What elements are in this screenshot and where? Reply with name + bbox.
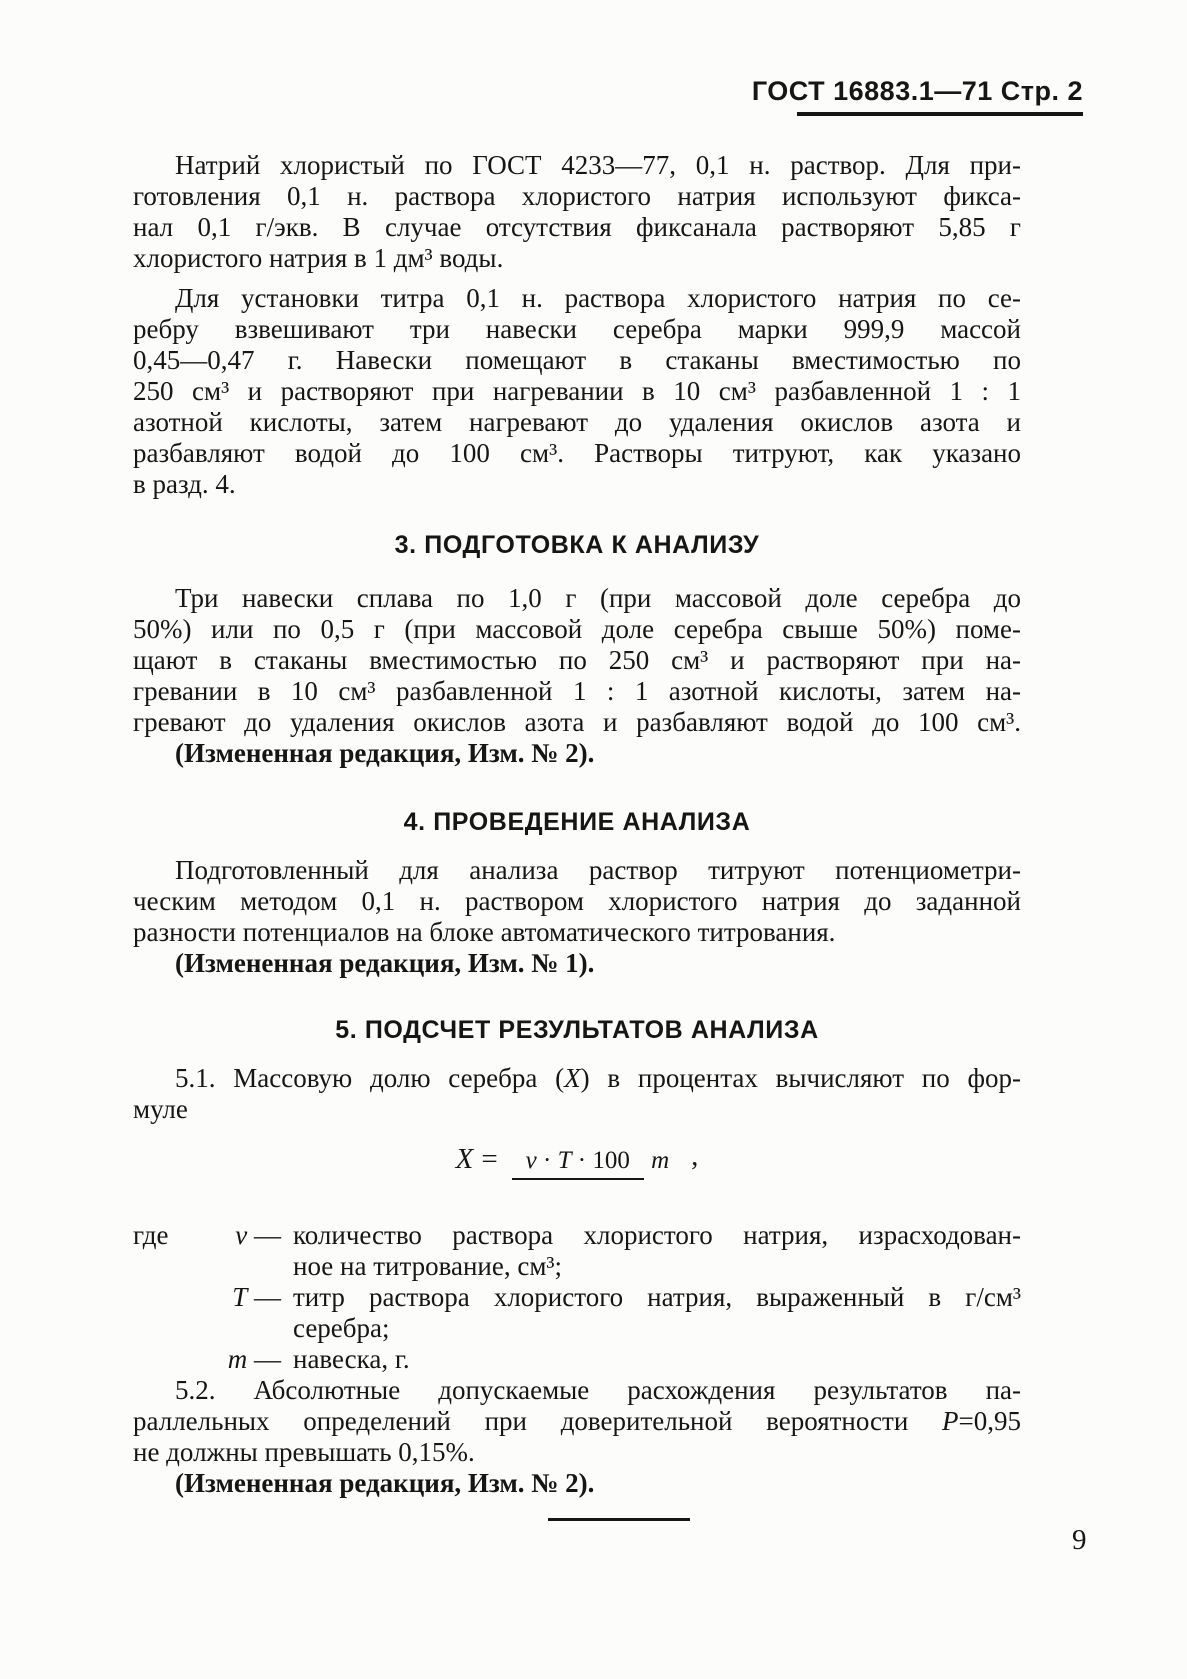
text-segment: 5.1. Массовую долю серебра ( (175, 1063, 565, 1093)
variable-p: P (942, 1406, 959, 1436)
text-line: 50%) или по 0,5 г (при массовой доле серебра свыше 50%) поме- (133, 614, 1021, 644)
fraction-numerator (512, 1147, 644, 1180)
legend-entry-v (133, 1220, 1021, 1251)
text-line (133, 1063, 1021, 1094)
text-line: не должны превышать 0,15%. (133, 1437, 475, 1467)
variable-v: v (525, 1147, 537, 1174)
legend-entry-m (133, 1344, 1021, 1375)
page-number: 9 (1072, 1524, 1087, 1556)
legend-label (133, 1220, 281, 1251)
paragraph-sodium-chloride (133, 150, 1021, 274)
section-heading-3: 3. ПОДГОТОВКА К АНАЛИЗУ (394, 531, 760, 559)
legend-text: навеска, г. (293, 1344, 410, 1374)
text-segment: =0,95 (958, 1406, 1021, 1436)
text-line: щают в стаканы вместимостью по 250 см³ и растворяют при на- (133, 645, 1021, 675)
paragraph-section4 (133, 855, 1021, 979)
text-line: нал 0,1 г/экв. В случае отсутствия фиксанала растворяют 5,85 г (133, 212, 1021, 242)
text-line: Три навески сплава по 1,0 г (при массовой доле серебра до (175, 583, 1021, 613)
amendment-note: (Измененная редакция, Изм. № 1). (175, 948, 595, 978)
header-rule (797, 112, 1083, 116)
variable-t: T (232, 1282, 248, 1312)
text-line: муле (133, 1094, 188, 1124)
dash: — (247, 1282, 281, 1312)
text-line: 250 см³ и растворяют при нагревании в 10 см³ разбавленной 1 : 1 (133, 376, 1021, 406)
text-line: гревают до удаления окислов азота и разбавляют водой до 100 см³. (133, 707, 1021, 737)
variable-x: X (564, 1063, 581, 1093)
text-line (133, 1406, 1021, 1437)
variable-v: v (235, 1220, 248, 1250)
text-line: гревании в 10 см³ разбавленной 1 : 1 азотной кислоты, затем на- (133, 676, 1021, 706)
text-line: хлористого натрия в 1 дм³ воды. (133, 243, 504, 273)
variable-m: m (651, 1147, 670, 1174)
fraction-denominator (651, 1145, 669, 1174)
end-divider (548, 1518, 690, 1521)
text-line: ребру взвешивают три навески серебра марки 999,9 массой (133, 314, 1021, 344)
where-word: где (133, 1220, 169, 1250)
text-line: Для установки титра 0,1 н. раствора хлористого натрия по се- (175, 283, 1021, 313)
legend-entry-t (133, 1282, 1021, 1313)
text-line: 0,45—0,47 г. Навески помещают в стаканы вместимостью по (133, 345, 1021, 375)
text-line: Натрий хлористый по ГОСТ 4233—77, 0,1 н. раствор. Для при- (175, 150, 1021, 180)
formula-lhs: X (455, 1143, 474, 1175)
legend-continuation: ное на титрование, см³; (293, 1251, 562, 1281)
text-line: разбавляют водой до 100 см³. Растворы титруют, как указано (133, 438, 1021, 468)
comma: , (691, 1140, 699, 1172)
constant-100: 100 (592, 1147, 630, 1174)
text-line: ческим методом 0,1 н. раствором хлористого натрия до заданной (133, 886, 1021, 916)
paragraph-5-1 (133, 1063, 1021, 1125)
equals-sign: = (481, 1143, 498, 1175)
text-line: Подготовленный для анализа раствор титруют потенциометри- (175, 855, 1021, 885)
variable-m: m (227, 1344, 248, 1374)
text-line: в разд. 4. (133, 469, 236, 499)
paragraph-section3 (133, 583, 1021, 769)
section-heading-4: 4. ПРОВЕДЕНИЕ АНАЛИЗА (403, 808, 751, 836)
page-header: ГОСТ 16883.1—71 Стр. 2 (751, 76, 1083, 106)
dash: — (247, 1220, 281, 1250)
dash: — (247, 1344, 281, 1374)
legend-text: титр раствора хлористого натрия, выраженный в г/см³ (293, 1282, 1021, 1312)
dot-operator: · (571, 1147, 593, 1174)
legend-label (133, 1344, 281, 1375)
formula-legend (133, 1220, 1021, 1375)
paragraph-titre-setting (133, 283, 1021, 500)
formula-silver-mass-fraction (133, 1140, 1021, 1179)
amendment-note: (Измененная редакция, Изм. № 2). (175, 738, 595, 768)
variable-t: T (557, 1147, 572, 1174)
section-heading-5: 5. ПОДСЧЕТ РЕЗУЛЬТАТОВ АНАЛИЗА (335, 1016, 819, 1044)
amendment-note: (Измененная редакция, Изм. № 2). (175, 1468, 595, 1498)
text-segment: ) в процентах вычисляют по фор- (580, 1063, 1022, 1093)
text-line: азотной кислоты, затем нагревают до удаления окислов азота и (133, 407, 1021, 437)
legend-label (133, 1282, 281, 1313)
text-line: разности потенциалов на блоке автоматического титрования. (133, 917, 836, 947)
dot-operator: · (536, 1147, 558, 1174)
fraction (512, 1143, 669, 1176)
text-line: готовления 0,1 н. раствора хлористого натрия используют фикса- (133, 181, 1021, 211)
paragraph-5-2 (133, 1375, 1021, 1499)
text-segment: раллельных определений при доверительной вероятности (133, 1406, 943, 1436)
legend-continuation: серебра; (293, 1313, 390, 1343)
text-line: 5.2. Абсолютные допускаемые расхождения результатов па- (175, 1375, 1021, 1405)
legend-text: количество раствора хлористого натрия, израсходован- (293, 1220, 1021, 1250)
